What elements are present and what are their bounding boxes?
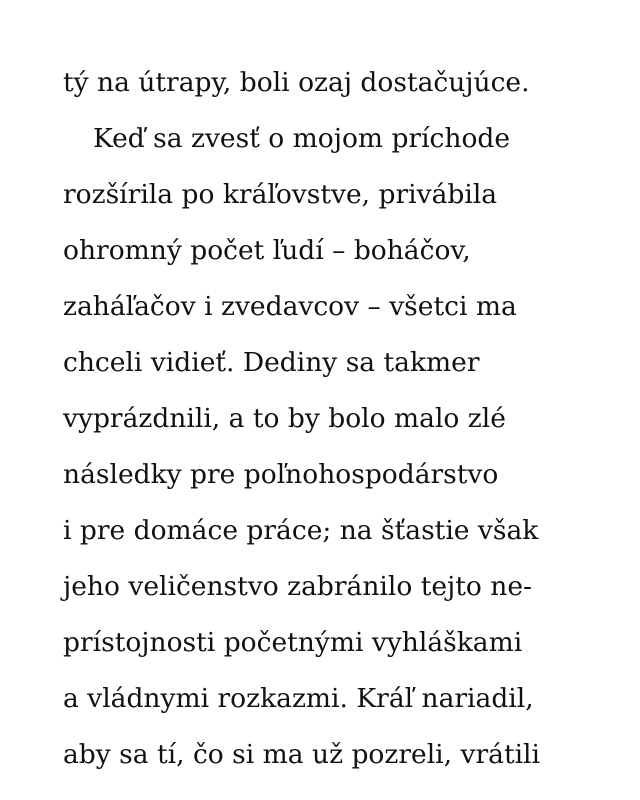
paragraph-first-line: Keď sa zvesť o mojom príchode (93, 123, 511, 154)
text-line: zaháľačov i zvedavcov – všetci ma (63, 291, 517, 322)
text-line: následky pre poľnohospodárstvo (63, 459, 499, 490)
text-line: chceli vidieť. Dediny sa takmer (63, 347, 480, 378)
text-line: ohromný počet ľudí – boháčov, (63, 235, 471, 266)
text-line: prístojnosti početnými vyhláškami (63, 627, 523, 658)
body-text (63, 55, 623, 783)
text-line: jeho veličenstvo zabránilo tejto ne- (63, 571, 533, 602)
text-line: a vládnymi rozkazmi. Kráľ nariadil, (63, 683, 534, 714)
text-line: tý na útrapy, boli ozaj dostačujúce. (63, 67, 530, 98)
text-line: aby sa tí, čo si ma už pozreli, vrátili (63, 739, 541, 770)
text-line: vyprázdnili, a to by bolo malo zlé (63, 403, 506, 434)
text-line: i pre domáce práce; na šťastie však (63, 515, 539, 546)
text-line: rozšírila po kráľovstve, privábila (63, 179, 498, 210)
